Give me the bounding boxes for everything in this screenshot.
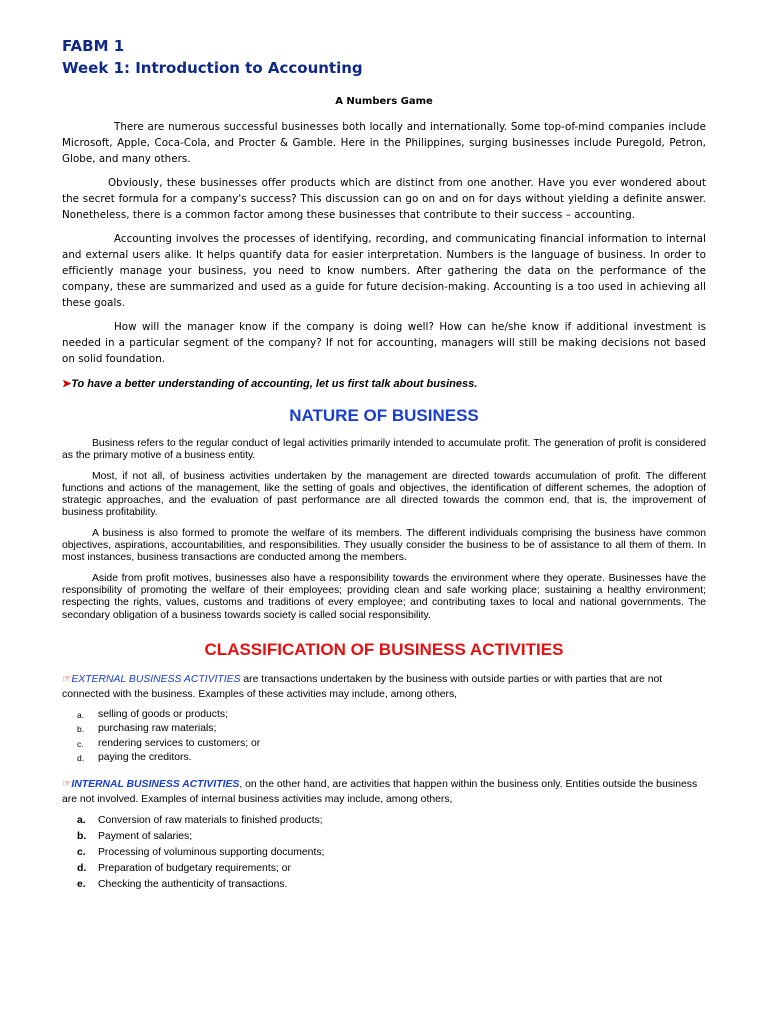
callout-text: To have a better understanding of accounting, let us first talk about business. [71,378,478,390]
internal-lead [62,777,706,807]
list-item-text: Processing of voluminous supporting documents; [98,847,325,859]
list-item [77,813,706,829]
list-marker: b. [77,724,85,735]
nature-paragraph-3: A business is also formed to promote the welfare of its members. The different individuals comprising the business have common objectives, aspirations, accountabilities, and responsibilities. They usually consider the business to be of assistance to all them of them. In most instances, business transactions are conducted among the members. [62,527,706,564]
external-definition: are transactions undertaken by the business with outside parties or with parties that are not connected with the business. Examples of these activities may include, among others, [62,673,663,700]
list-marker: a. [77,709,85,720]
external-list [62,708,706,766]
list-marker: b. [77,831,87,843]
internal-term: INTERNAL BUSINESS ACTIVITIES [71,779,240,791]
list-marker: a. [77,815,86,827]
list-marker: e. [77,878,86,890]
section-subtitle: A Numbers Game [335,96,433,107]
list-item-text: purchasing raw materials; [98,723,217,735]
list-item [77,845,706,861]
list-item [77,829,706,845]
list-item [77,722,706,736]
callout [62,377,706,390]
nature-heading: NATURE OF BUSINESS [289,406,479,425]
nature-paragraph-1: Business refers to the regular conduct of legal activities primarily intended to accumulate profit. The generation of profit is considered as the primary motive of a business entity. [62,438,706,462]
intro-paragraph-3: Accounting involves the processes of identifying, recording, and communicating financial information to internal and external users alike. It helps quantify data for easier interpretation. Numbers is the language of business. In order to efficiently manage your business, you need to know numbers. After gathering the data on the performance of the company, these are summarized and used as a guide for future decision-making. Accounting is a too used in achieving all these goals. [62,233,706,309]
list-marker: c. [77,738,84,749]
nature-paragraph-2: Most, if not all, of business activities undertaken by the management are directed towards accumulation of profit. The different functions and actions of the management, like the setting of goals and objectives, the identification of different schemes, the adoption of strategic approaches, and the evaluation of past performance are all directed towards the common end, that is, the improvement of business profitability. [62,470,706,519]
internal-list [62,813,706,892]
arrow-icon: ➤ [62,378,72,390]
list-item-text: rendering services to customers; or [98,737,261,749]
intro-paragraph-4: How will the manager know if the company is doing well? How can he/she know if additional investment is needed in a particular segment of the company? If not for accounting, managers will still be making decisions not based on solid foundation. [62,321,706,365]
nature-paragraph-4: Aside from profit motives, businesses also have a responsibility towards the environment where they operate. Businesses have the responsibility of promoting the welfare of their employees; providing clean and safe working place; sustaining a healthy environment; respecting the rights, values, customs and traditions of every employee; and contributing taxes to local and national governments. The secondary obligation of a business towards society is called social responsibility. [62,572,706,621]
list-item [77,861,706,877]
course-code: FABM 1 [62,37,125,55]
list-item-text: paying the creditors. [98,752,192,764]
list-item [77,751,706,765]
external-term: EXTERNAL BUSINESS ACTIVITIES [71,673,241,685]
list-item [77,877,706,893]
list-item-text: Preparation of budgetary requirements; or [98,862,291,874]
list-item [77,737,706,751]
internal-definition: , on the other hand, are activities that happen within the business only. Entities outside the business are not involved. Examples of internal business activities may include, among others, [62,779,698,806]
list-item-text: Payment of salaries; [98,831,193,843]
list-item-text: Conversion of raw materials to finished products; [98,815,323,827]
pointing-hand-icon: ☞ [62,673,72,685]
intro-paragraph-1: There are numerous successful businesses both locally and internationally. Some top-of-mind companies include Microsoft, Apple, Coca-Cola, and Procter & Gamble. Here in the Philippines, surging businesses include Puregold, Petron, Globe, and many others. [62,121,706,165]
list-marker: d. [77,862,87,874]
list-item [77,708,706,722]
list-item-text: Checking the authenticity of transactions. [98,878,288,890]
external-lead [62,672,706,702]
list-marker: d. [77,753,85,764]
classification-heading: CLASSIFICATION OF BUSINESS ACTIVITIES [204,639,564,659]
week-title: Week 1: Introduction to Accounting [62,59,363,77]
list-item-text: selling of goods or products; [98,708,228,720]
pointing-hand-icon: ☞ [62,779,72,791]
list-marker: c. [77,847,86,859]
intro-paragraph-2: Obviously, these businesses offer products which are distinct from one another. Have you ever wondered about the secret formula for a company's success? This discussion can go on and on for days without yielding a definite answer. Nonetheless, there is a common factor among these businesses that contribute to their success – accounting. [62,177,706,221]
